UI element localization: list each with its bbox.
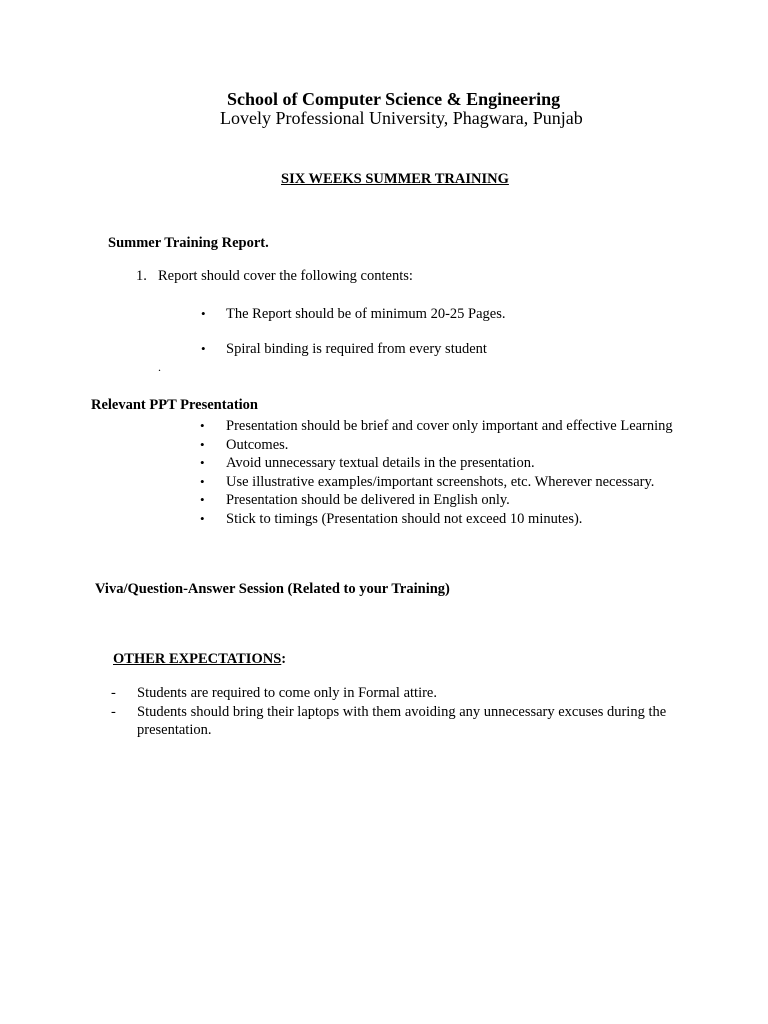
university-name: Lovely Professional University, Phagwara, Punjab <box>220 108 583 128</box>
list-item <box>200 417 680 436</box>
other-heading-text: OTHER EXPECTATIONS <box>113 651 282 667</box>
ppt-bullet-text: Presentation should be brief and cover only important and effective Learning <box>226 418 673 434</box>
ppt-bullet-list <box>200 417 680 528</box>
list-item <box>200 454 680 473</box>
bullet-icon: • <box>200 510 205 526</box>
ppt-bullet-text: Outcomes. <box>226 436 289 453</box>
list-item <box>200 473 680 492</box>
bullet-icon: • <box>200 492 205 507</box>
bullet-icon: • <box>200 455 205 470</box>
other-expectations-list <box>111 684 701 740</box>
list-item <box>200 491 680 510</box>
ppt-bullet-text: Stick to timings (Presentation should not exceed 10 minutes). <box>226 510 583 527</box>
other-expectations-heading <box>113 651 286 668</box>
bullet-icon: • <box>200 436 205 452</box>
bullet-icon: • <box>200 418 205 433</box>
viva-heading: Viva/Question-Answer Session (Related to your Training) <box>95 581 450 597</box>
bullet-icon: • <box>201 306 206 321</box>
dash-marker: - <box>111 703 116 720</box>
report-numbered-item <box>136 268 413 285</box>
report-bullet-text: Spiral binding is required from every student <box>226 341 487 357</box>
other-item-text: Students are required to come only in Formal attire. <box>137 685 437 701</box>
item-number: 1. <box>136 268 147 284</box>
item-text: Report should cover the following contents: <box>158 268 413 284</box>
other-item-text: Students should bring their laptops with them avoiding any unnecessary excuses during the presentation. <box>137 703 667 738</box>
stray-mark: . <box>158 360 161 374</box>
list-item <box>111 684 701 703</box>
ppt-bullet-text: Presentation should be delivered in English only. <box>226 492 510 508</box>
list-item <box>200 436 680 455</box>
list-item <box>111 703 701 740</box>
list-item <box>200 510 680 529</box>
other-heading-colon: : <box>281 651 287 667</box>
report-bullet-text: The Report should be of minimum 20-25 Pages. <box>226 306 506 322</box>
training-title: SIX WEEKS SUMMER TRAINING <box>281 171 509 187</box>
report-heading: Summer Training Report. <box>108 235 269 251</box>
ppt-bullet-text: Use illustrative examples/important screenshots, etc. Wherever necessary. <box>226 473 655 490</box>
bullet-icon: • <box>201 341 206 356</box>
dash-marker: - <box>111 685 116 701</box>
ppt-heading: Relevant PPT Presentation <box>91 397 258 413</box>
school-name: School of Computer Science & Engineering <box>227 89 561 109</box>
bullet-icon: • <box>200 473 205 489</box>
ppt-bullet-text: Avoid unnecessary textual details in the presentation. <box>226 455 535 471</box>
